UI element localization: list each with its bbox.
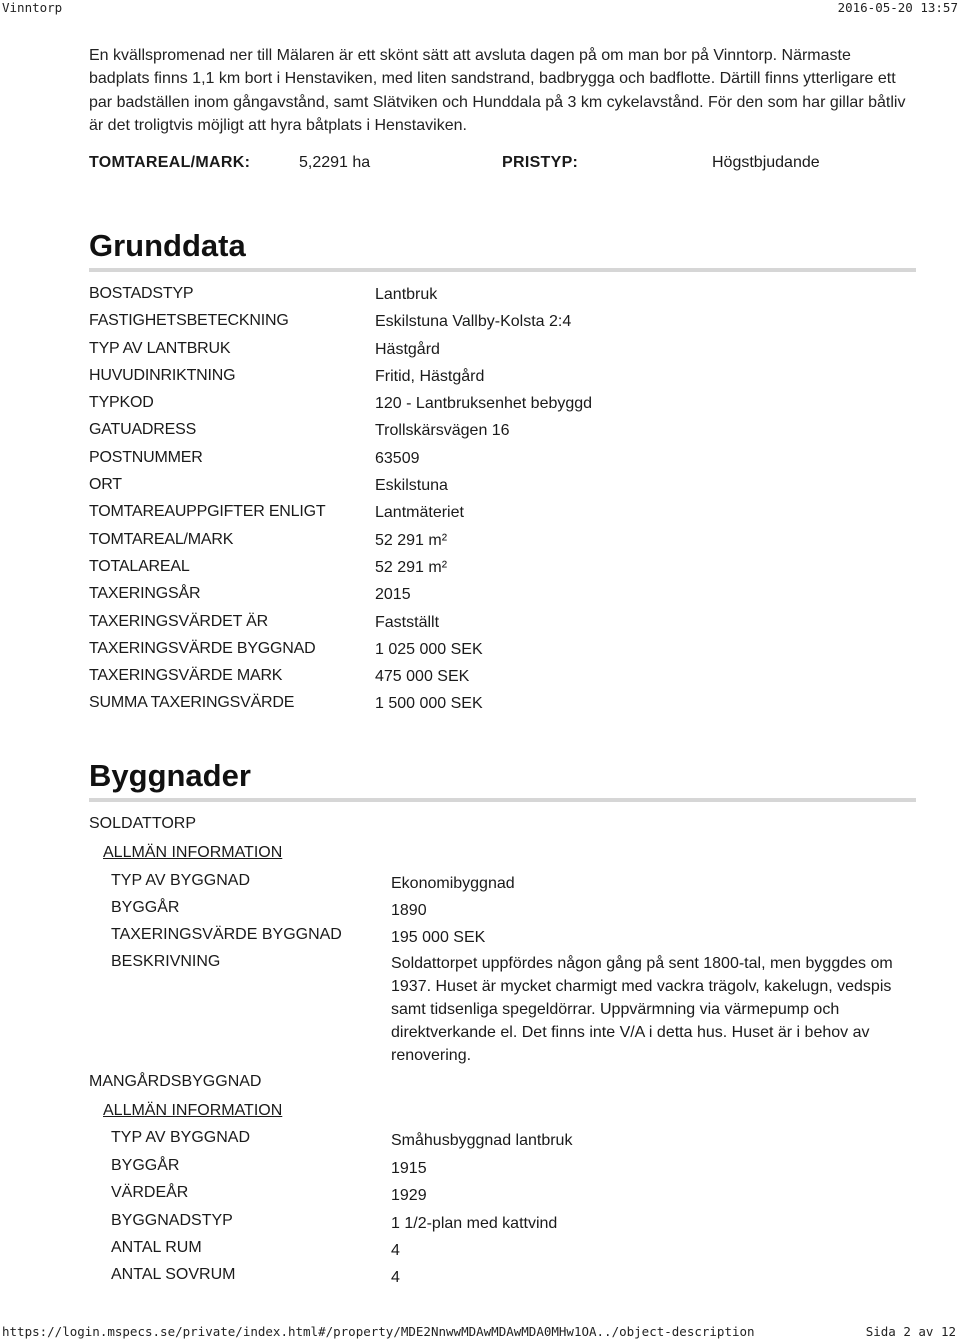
row-value: 4 [391,1242,400,1259]
row-value: 63509 [375,449,420,467]
row-key: TYP AV LANTBRUK [89,339,231,357]
table-row [89,667,919,694]
row-key: ANTAL RUM [111,1239,202,1256]
print-header [0,0,960,16]
tomtareal-label: TOMTAREAL/MARK: [89,154,251,171]
intro-line: par badställen inom gångavstånd, samt Slätviken och Hunddala på 3 km cykelavstånd. För den som har gillar båtliv [89,93,906,111]
row-key: BYGGNADSTYP [111,1212,233,1229]
row-key: TAXERINGSVÄRDET ÄR [89,612,268,630]
pristyp-label: PRISTYP: [502,154,579,171]
byggnader-heading: Byggnader [89,758,251,793]
row-key: TOMTAREAUPPGIFTER ENLIGT [89,503,326,521]
row-value: Trollskärsvägen 16 [375,422,510,440]
row-key: TYP AV BYGGNAD [111,1129,251,1146]
row-key: ANTAL SOVRUM [111,1266,236,1283]
header-timestamp: 2016-05-20 13:57 [837,0,958,15]
table-row [89,531,919,558]
section-divider [89,268,916,272]
row-key: GATUADRESS [89,421,197,439]
table-row [89,340,919,367]
table-row [89,503,919,530]
table-row [89,449,919,476]
row-value: Fastställt [375,613,440,631]
pristyp-value: Högstbjudande [712,154,820,171]
intro-line: är det troligtvis möjligt att hyra båtplats i Henstaviken. [89,116,467,134]
row-value: 4 [391,1269,400,1286]
row-key: TAXERINGSVÄRDE MARK [89,667,283,685]
row-value: Hästgård [375,340,440,358]
row-value: 1 025 000 SEK [375,640,483,658]
row-key: BYGGÅR [111,899,180,916]
row-value: 475 000 SEK [375,668,470,686]
grunddata-table [89,285,919,722]
intro-text [89,44,919,137]
page-number: Sida 2 av 12 [865,1324,956,1339]
table-row [89,476,919,503]
print-footer [0,1324,960,1340]
summary-row [0,154,960,176]
table-row [89,694,919,721]
building-name: MANGÅRDSBYGGNAD [89,1073,262,1090]
row-value: 1 1/2-plan med kattvind [391,1215,558,1232]
section-divider [89,798,916,802]
row-key: BOSTADSTYP [89,285,194,302]
row-value: Soldattorpet uppfördes någon gång på sent 1800-tal, men byggdes om 1937. Huset är mycket charmigt med vackra trägolv, kakelugn, vedspis samt tidsenliga spegeldörrar. Uppvärmning via värmepump och direktverkande el. Det finns inte V/A i detta hus. Huset är i behov av renovering. [391,955,893,1064]
row-key: TYP AV BYGGNAD [111,872,251,889]
row-value: Småhusbyggnad lantbruk [391,1132,573,1149]
row-key: SUMMA TAXERINGSVÄRDE [89,694,295,712]
intro-line: En kvällspromenad ner till Mälaren är ett skönt sätt att avsluta dagen på om man bor på Vinntorp. Närmaste [89,47,851,64]
row-key: TAXERINGSVÄRDE BYGGNAD [111,926,342,943]
row-value: 2015 [375,586,411,604]
row-value: 52 291 m² [375,531,448,549]
row-value: Fritid, Hästgård [375,367,485,385]
row-value: 1 500 000 SEK [375,695,483,713]
row-key: TYPKOD [89,394,154,412]
row-key: BESKRIVNING [111,953,221,970]
footer-url: https://login.mspecs.se/private/index.html#/property/MDE2NnwwMDAwMDAwMDA0MHw1OA../object-description [2,1324,755,1339]
row-value: Lantbruk [375,286,438,303]
row-value: Eskilstuna [375,477,448,495]
table-row [89,285,919,312]
intro-line: badplats finns 1,1 km bort i Henstaviken, med liten sandstrand, badbrygga och badflotte. Därtill finns ytterligare ett [89,70,896,88]
header-title: Vinntorp [2,0,63,15]
tomtareal-value: 5,2291 ha [299,154,371,171]
row-key: FASTIGHETSBETECKNING [89,312,289,330]
row-key: TOTALAREAL [89,557,190,575]
row-value: 1890 [391,902,427,919]
row-value: 1915 [391,1160,427,1177]
table-row [89,367,919,394]
section-subheading: ALLMÄN INFORMATION [103,1102,283,1119]
table-row [89,613,919,640]
row-key: TOMTAREAL/MARK [89,530,234,548]
row-key: POSTNUMMER [89,448,203,466]
row-key: BYGGÅR [111,1157,180,1174]
row-key: ORT [89,476,122,494]
table-row [89,421,919,448]
row-value: 1929 [391,1187,427,1204]
table-row [89,558,919,585]
row-key: HUVUDINRIKTNING [89,366,236,384]
row-value: Ekonomibyggnad [391,875,515,892]
table-row [89,585,919,612]
building-name: SOLDATTORP [89,815,196,832]
grunddata-heading: Grunddata [89,228,246,263]
row-value: Eskilstuna Vallby-Kolsta 2:4 [375,313,572,331]
section-subheading: ALLMÄN INFORMATION [103,844,283,861]
row-key: TAXERINGSÅR [89,585,201,603]
row-key: TAXERINGSVÄRDE BYGGNAD [89,639,316,657]
table-row [89,640,919,667]
table-row [89,394,919,421]
row-value: 195 000 SEK [391,929,486,946]
row-value: 52 291 m² [375,558,448,576]
row-value: 120 - Lantbruksenhet bebyggd [375,395,593,413]
row-key: VÄRDEÅR [111,1184,189,1201]
row-value: Lantmäteriet [375,504,464,522]
table-row [89,312,919,339]
